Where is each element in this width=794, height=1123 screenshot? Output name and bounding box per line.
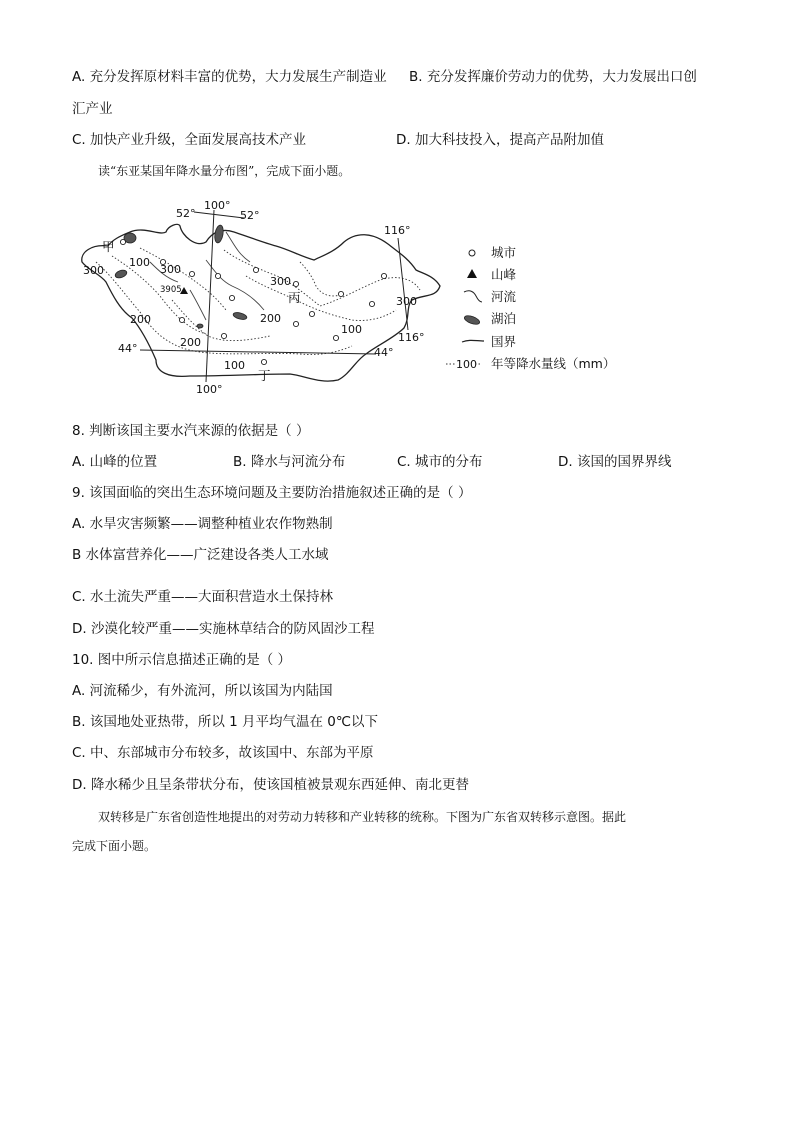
q8-option-a: A. 山峰的位置 <box>72 454 158 470</box>
city-icon <box>215 273 220 278</box>
q10-option-a: A. 河流稀少，有外流河，所以该国为内陆国 <box>72 683 333 699</box>
lake-icon <box>213 224 224 243</box>
label-lon100-bottom: 100° <box>196 383 223 396</box>
q9-option-a: A. 水旱灾害频繁——调整种植业农作物熟制 <box>72 516 333 532</box>
legend-river-label: 河流 <box>491 289 517 304</box>
intro-double-transfer: 双转移是广东省创造性地提出的对劳动力转移和产业转移的统称。下图为广东省双转移示意图。据此 <box>98 810 627 824</box>
label-lat44-left: 44° <box>118 342 138 355</box>
city-icon <box>253 267 258 272</box>
city-icon <box>333 335 338 340</box>
city-icon <box>381 273 386 278</box>
q7-option-b: B. 充分发挥廉价劳动力的优势，大力发展出口创 <box>409 69 697 85</box>
q7-option-a: A. 充分发挥原材料丰富的优势，大力发展生产制造业 <box>72 69 387 85</box>
label-lat44-right: 44° <box>374 346 394 359</box>
label-lat52-right: 52° <box>240 209 260 222</box>
lake-icon <box>232 311 247 320</box>
label-c200-s: 200 <box>180 336 201 349</box>
label-c100-e: 100 <box>341 323 362 336</box>
map-intro: 读“东亚某国年降水量分布图”，完成下面小题。 <box>98 164 351 178</box>
city-icon <box>293 281 298 286</box>
legend-border-label: 国界 <box>491 334 517 349</box>
city-icon <box>293 321 298 326</box>
legend-isoline-label: 年等降水量线（mm） <box>491 356 616 371</box>
city-icon <box>189 271 194 276</box>
city-icon <box>369 301 374 306</box>
q7-option-d: D. 加大科技投入，提高产品附加值 <box>396 132 604 148</box>
meridian-100 <box>206 210 214 382</box>
label-c300-w2: 300 <box>160 263 181 276</box>
q8-option-c: C. 城市的分布 <box>397 454 483 470</box>
lake-icon <box>114 269 128 280</box>
label-c200-c: 200 <box>260 312 281 325</box>
q10-stem: 10. 图中所示信息描述正确的是（ ） <box>72 652 292 668</box>
label-c100-s: 100 <box>224 359 245 372</box>
q9-option-b: B 水体富营养化——广泛建设各类人工水域 <box>72 547 329 563</box>
legend-lake-icon <box>463 314 480 326</box>
q7-option-c: C. 加快产业升级，全面发展高技术产业 <box>72 132 307 148</box>
q10-option-d: D. 降水稀少且呈条带状分布，使该国植被景观东西延伸、南北更替 <box>72 777 469 793</box>
lake-icon <box>197 324 203 328</box>
q9-stem: 9. 该国面临的突出生态环境问题及主要防治措施叙述正确的是（ ） <box>72 485 472 501</box>
legend-city-icon <box>469 250 475 256</box>
city-icon <box>261 359 266 364</box>
label-jia: 甲 <box>102 239 115 254</box>
label-lon116-bottom: 116° <box>398 331 425 344</box>
q10-option-b: B. 该国地处亚热带，所以 1 月平均气温在 0℃以下 <box>72 714 379 730</box>
label-c200-w: 200 <box>130 313 151 326</box>
label-lat52-left: 52° <box>176 207 196 220</box>
q8-stem: 8. 判断该国主要水汽来源的依据是（ ） <box>72 423 310 439</box>
q7-option-b-continued: 汇产业 <box>72 101 113 117</box>
label-bing: 丙 <box>288 290 301 305</box>
label-ding: 丁 <box>258 368 271 383</box>
city-icon <box>338 291 343 296</box>
legend-lake-label: 湖泊 <box>491 311 517 326</box>
label-lon100-top: 100° <box>204 199 231 212</box>
label-peak-elevation: 3905 <box>160 285 182 295</box>
legend-river-icon <box>464 291 482 302</box>
legend-peak-label: 山峰 <box>491 267 517 282</box>
label-c300-w1: 300 <box>83 264 104 277</box>
label-c300-c: 300 <box>270 275 291 288</box>
city-icon <box>309 311 314 316</box>
city-icon <box>120 239 125 244</box>
q10-option-c: C. 中、东部城市分布较多，故该国中、东部为平原 <box>72 745 374 761</box>
legend-city-label: 城市 <box>491 245 517 260</box>
label-lon116-top: 116° <box>384 224 411 237</box>
legend-border-icon <box>462 340 484 342</box>
q8-option-d: D. 该国的国界界线 <box>558 454 672 470</box>
q9-option-c: C. 水土流失严重——大面积营造水土保持林 <box>72 589 334 605</box>
label-c100-w: 100 <box>129 256 150 269</box>
city-icon <box>221 333 226 338</box>
parallel-52 <box>194 212 244 218</box>
label-c300-e: 300 <box>396 295 417 308</box>
legend-peak-icon <box>467 269 477 278</box>
city-icon <box>179 317 184 322</box>
map-legend <box>446 245 615 371</box>
q9-option-d: D. 沙漠化较严重——实施林草结合的防风固沙工程 <box>72 621 375 637</box>
q8-option-b: B. 降水与河流分布 <box>233 454 346 470</box>
meridian-116 <box>398 238 408 330</box>
legend-isoline-value: 100 <box>456 358 477 371</box>
city-icon <box>229 295 234 300</box>
intro-double-transfer-cont: 完成下面小题。 <box>72 839 157 853</box>
